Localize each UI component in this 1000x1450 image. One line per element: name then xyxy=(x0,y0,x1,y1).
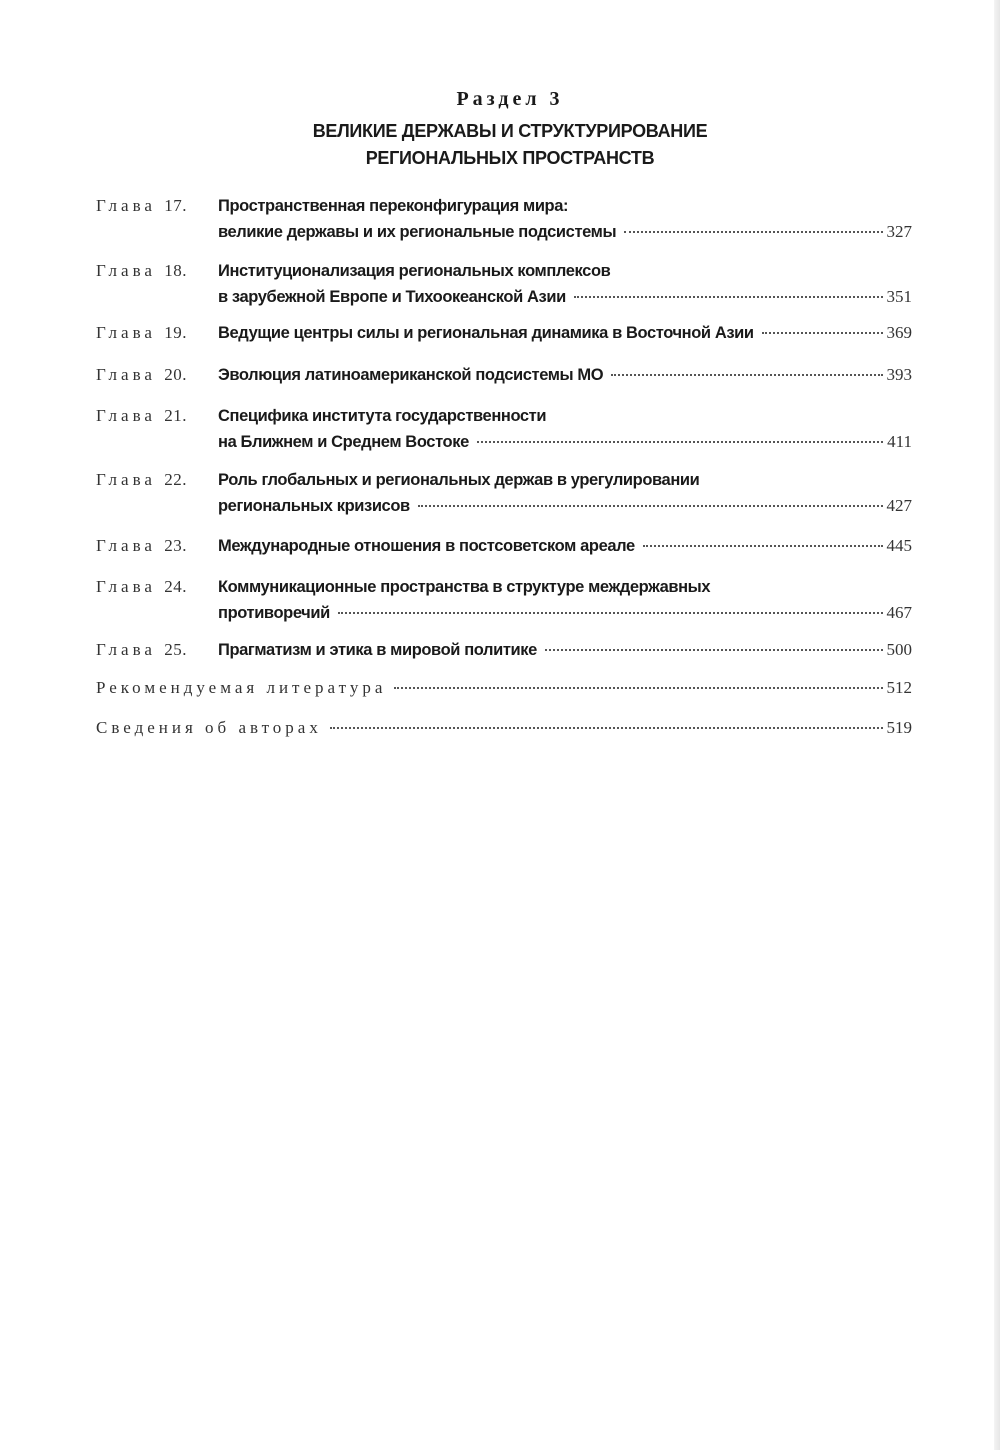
chapter-label: Глава 25. xyxy=(96,640,187,659)
page-number: 519 xyxy=(886,718,912,737)
page-number: 411 xyxy=(887,432,912,451)
chapter-title: Роль глобальных и региональных держав в урегулировании региональных кризисов 427 xyxy=(218,467,912,519)
chapter-title: Ведущие центры силы и региональная динамика в Восточной Азии 369 xyxy=(218,320,912,346)
chapter-label: Глава 24. xyxy=(96,577,187,596)
chapter-title: Специфика института государственности на Ближнем и Среднем Востоке 411 xyxy=(218,403,912,455)
dot-leader xyxy=(545,649,883,651)
section-title-line: ВЕЛИКИЕ ДЕРЖАВЫ И СТРУКТУРИРОВАНИЕ xyxy=(312,121,708,141)
page-number: 445 xyxy=(886,536,912,555)
chapter-title: Коммуникационные пространства в структуре междержавных противоречий 467 xyxy=(218,574,912,626)
section-title-line: РЕГИОНАЛЬНЫХ ПРОСТРАНСТВ xyxy=(365,148,655,168)
section-label: Раздел 3 xyxy=(456,88,564,110)
toc-entry-recommended-literature[interactable] xyxy=(96,678,912,704)
chapter-title: Международные отношения в постсоветском ареале 445 xyxy=(218,533,912,559)
dot-leader xyxy=(574,296,883,298)
dot-leader xyxy=(762,332,883,334)
chapter-label: Глава 20. xyxy=(96,365,187,384)
page-edge-shadow xyxy=(994,0,1000,1450)
dot-leader xyxy=(418,505,883,507)
toc-entry-about-authors[interactable] xyxy=(96,718,912,744)
page-number: 369 xyxy=(886,323,912,342)
dot-leader xyxy=(330,727,883,729)
dot-leader xyxy=(338,612,883,614)
dot-leader xyxy=(624,231,882,233)
chapter-label: Глава 19. xyxy=(96,323,187,342)
entry-title: Сведения об авторах xyxy=(96,718,322,737)
chapter-label: Глава 17. xyxy=(96,196,187,215)
dot-leader xyxy=(611,374,882,376)
page-number: 512 xyxy=(886,678,912,697)
chapter-label: Глава 18. xyxy=(96,261,187,280)
dot-leader xyxy=(477,441,883,443)
page-number: 500 xyxy=(886,640,912,659)
chapter-label: Глава 22. xyxy=(96,470,187,489)
chapter-title: Институционализация региональных комплексов в зарубежной Европе и Тихоокеанской Азии 351 xyxy=(218,258,912,310)
page-number: 327 xyxy=(886,222,912,241)
chapter-title: Эволюция латиноамериканской подсистемы МО 393 xyxy=(218,362,912,388)
chapter-label: Глава 23. xyxy=(96,536,187,555)
page-number: 351 xyxy=(886,287,912,306)
chapter-title: Прагматизм и этика в мировой политике 500 xyxy=(218,637,912,663)
chapter-label: Глава 21. xyxy=(96,406,187,425)
section-title xyxy=(200,118,820,172)
chapter-title: Пространственная переконфигурация мира: великие державы и их региональные подсистемы 327 xyxy=(218,193,912,245)
page-number: 393 xyxy=(886,365,912,384)
entry-title: Рекомендуемая литература xyxy=(96,678,387,697)
page-number: 467 xyxy=(886,603,912,622)
dot-leader xyxy=(643,545,883,547)
page-number: 427 xyxy=(886,496,912,515)
dot-leader xyxy=(394,687,882,689)
